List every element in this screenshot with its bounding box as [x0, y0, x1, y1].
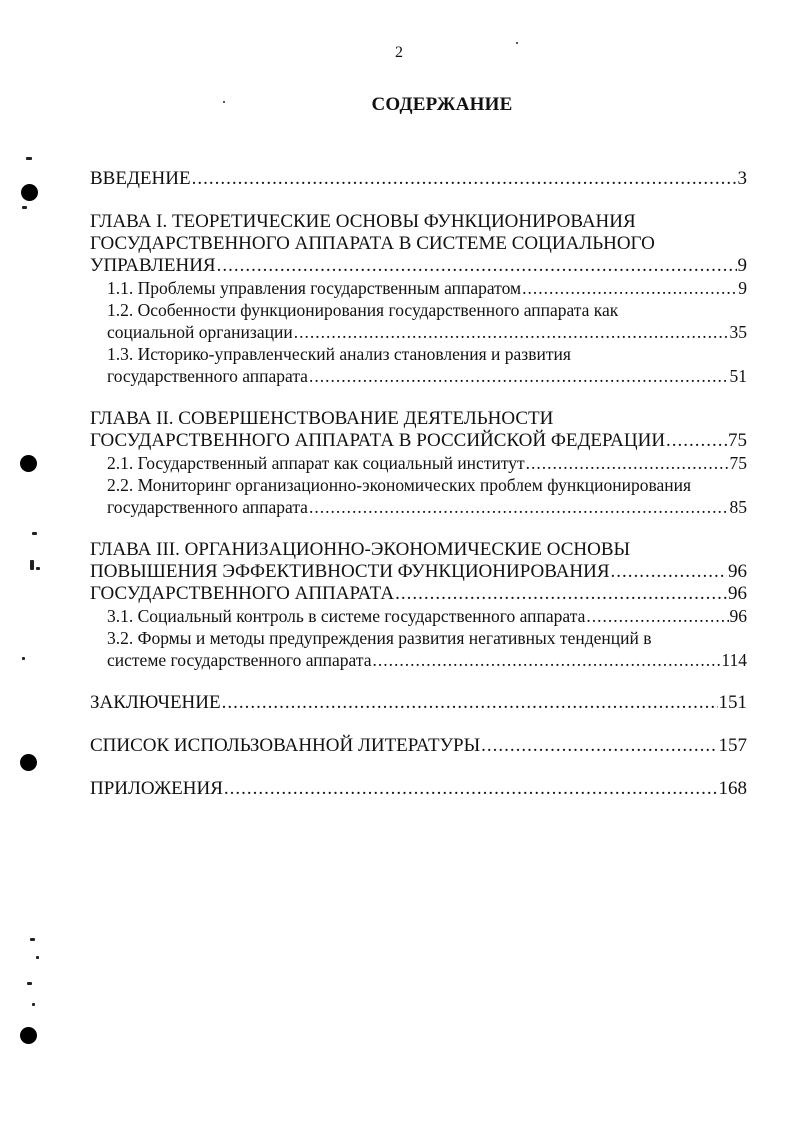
page-ref: 96 — [728, 561, 747, 582]
page-title: СОДЕРЖАНИЕ — [371, 94, 513, 115]
dot-leader — [611, 561, 727, 583]
scan-speck — [36, 567, 40, 570]
page-ref: 35 — [729, 322, 747, 342]
punch-hole-mark — [20, 1027, 37, 1044]
scan-speck — [30, 560, 34, 570]
page-ref: 75 — [728, 430, 747, 451]
toc-entry-section-1-1[interactable]: 1.1. Проблемы управления государственным аппаратом ..... 9 — [90, 277, 747, 299]
page-ref: 151 — [718, 692, 747, 713]
toc-entry-section-3-2[interactable]: 3.2. Формы и методы предупреждения развития негативных тенденций в системе государственного аппарата ..... 114 — [90, 627, 747, 671]
page-ref: 3 — [737, 168, 747, 189]
punch-hole-mark — [20, 754, 37, 771]
dot-leader — [526, 452, 729, 474]
scan-speck — [36, 956, 39, 959]
punch-hole-mark — [20, 455, 37, 472]
dot-leader — [586, 605, 728, 627]
page-ref: 96 — [729, 606, 747, 626]
dot-leader — [294, 321, 729, 343]
dot-leader — [666, 430, 727, 452]
scan-speck — [22, 657, 25, 660]
toc-entry-section-2-2[interactable]: 2.2. Мониторинг организационно-экономических проблем функционирования государственного аппарата ..... 85 — [90, 474, 747, 518]
scan-speck — [223, 101, 225, 103]
toc-entry-appendices[interactable]: ПРИЛОЖЕНИЯ ..... 168 — [90, 778, 747, 800]
page-ref: 75 — [729, 453, 747, 473]
scan-speck — [22, 206, 27, 209]
dot-leader — [192, 168, 737, 190]
scan-speck — [30, 938, 35, 941]
page-ref: 114 — [721, 650, 747, 670]
dot-leader — [224, 778, 718, 800]
toc-entry-bibliography[interactable]: СПИСОК ИСПОЛЬЗОВАННОЙ ЛИТЕРАТУРЫ ..... 157 — [90, 735, 747, 757]
page-ref: 9 — [738, 278, 747, 298]
dot-leader — [309, 365, 729, 387]
page-number: 2 — [395, 44, 403, 61]
page-ref: 168 — [718, 778, 747, 799]
scan-speck — [32, 1003, 35, 1006]
toc-entry-chapter-1[interactable]: ГЛАВА I. ТЕОРЕТИЧЕСКИЕ ОСНОВЫ ФУНКЦИОНИРОВАНИЯ ГОСУДАРСТВЕННОГО АППАРАТА В СИСТЕМЕ СОЦИАЛЬНОГО УПРАВЛЕНИЯ ..... 9 — [90, 211, 747, 277]
page-ref: 85 — [729, 497, 747, 517]
toc-entry-chapter-3-cont[interactable]: ГОСУДАРСТВЕННОГО АППАРАТА ..... 96 — [90, 583, 747, 605]
toc-entry-chapter-3[interactable]: ГЛАВА III. ОРГАНИЗАЦИОННО-ЭКОНОМИЧЕСКИЕ ОСНОВЫ ПОВЫШЕНИЯ ЭФФЕКТИВНОСТИ ФУНКЦИОНИРОВАНИЯ ..... 96 — [90, 539, 747, 583]
dot-leader — [481, 735, 717, 757]
table-of-contents — [90, 168, 747, 800]
page-ref: 157 — [718, 735, 747, 756]
dot-leader — [372, 649, 720, 671]
scan-speck — [27, 982, 32, 985]
punch-hole-mark — [21, 184, 38, 201]
dot-leader — [522, 277, 737, 299]
scan-speck — [32, 532, 37, 535]
toc-entry-section-1-2[interactable]: 1.2. Особенности функционирования государственного аппарата как социальной организации ..... 35 — [90, 299, 747, 343]
dot-leader — [309, 496, 729, 518]
toc-entry-chapter-2[interactable]: ГЛАВА II. СОВЕРШЕНСТВОВАНИЕ ДЕЯТЕЛЬНОСТИ ГОСУДАРСТВЕННОГО АППАРАТА В РОССИЙСКОЙ ФЕДЕРАЦИИ ..... 75 — [90, 408, 747, 452]
page-ref: 96 — [728, 583, 747, 604]
scan-speck — [26, 157, 32, 160]
toc-entry-section-3-1[interactable]: 3.1. Социальный контроль в системе государственного аппарата ..... 96 — [90, 605, 747, 627]
dot-leader — [395, 583, 727, 605]
page-ref: 51 — [729, 366, 747, 386]
toc-entry-introduction[interactable]: ВВЕДЕНИЕ ..... 3 — [90, 168, 747, 190]
toc-entry-section-1-3[interactable]: 1.3. Историко-управленческий анализ становления и развития государственного аппарата ..... 51 — [90, 343, 747, 387]
toc-entry-conclusion[interactable]: ЗАКЛЮЧЕНИЕ ..... 151 — [90, 692, 747, 714]
toc-entry-section-2-1[interactable]: 2.1. Государственный аппарат как социальный институт ..... 75 — [90, 452, 747, 474]
dot-leader — [217, 255, 737, 277]
scan-speck — [516, 42, 518, 44]
page-ref: 9 — [737, 255, 747, 276]
dot-leader — [222, 692, 718, 714]
